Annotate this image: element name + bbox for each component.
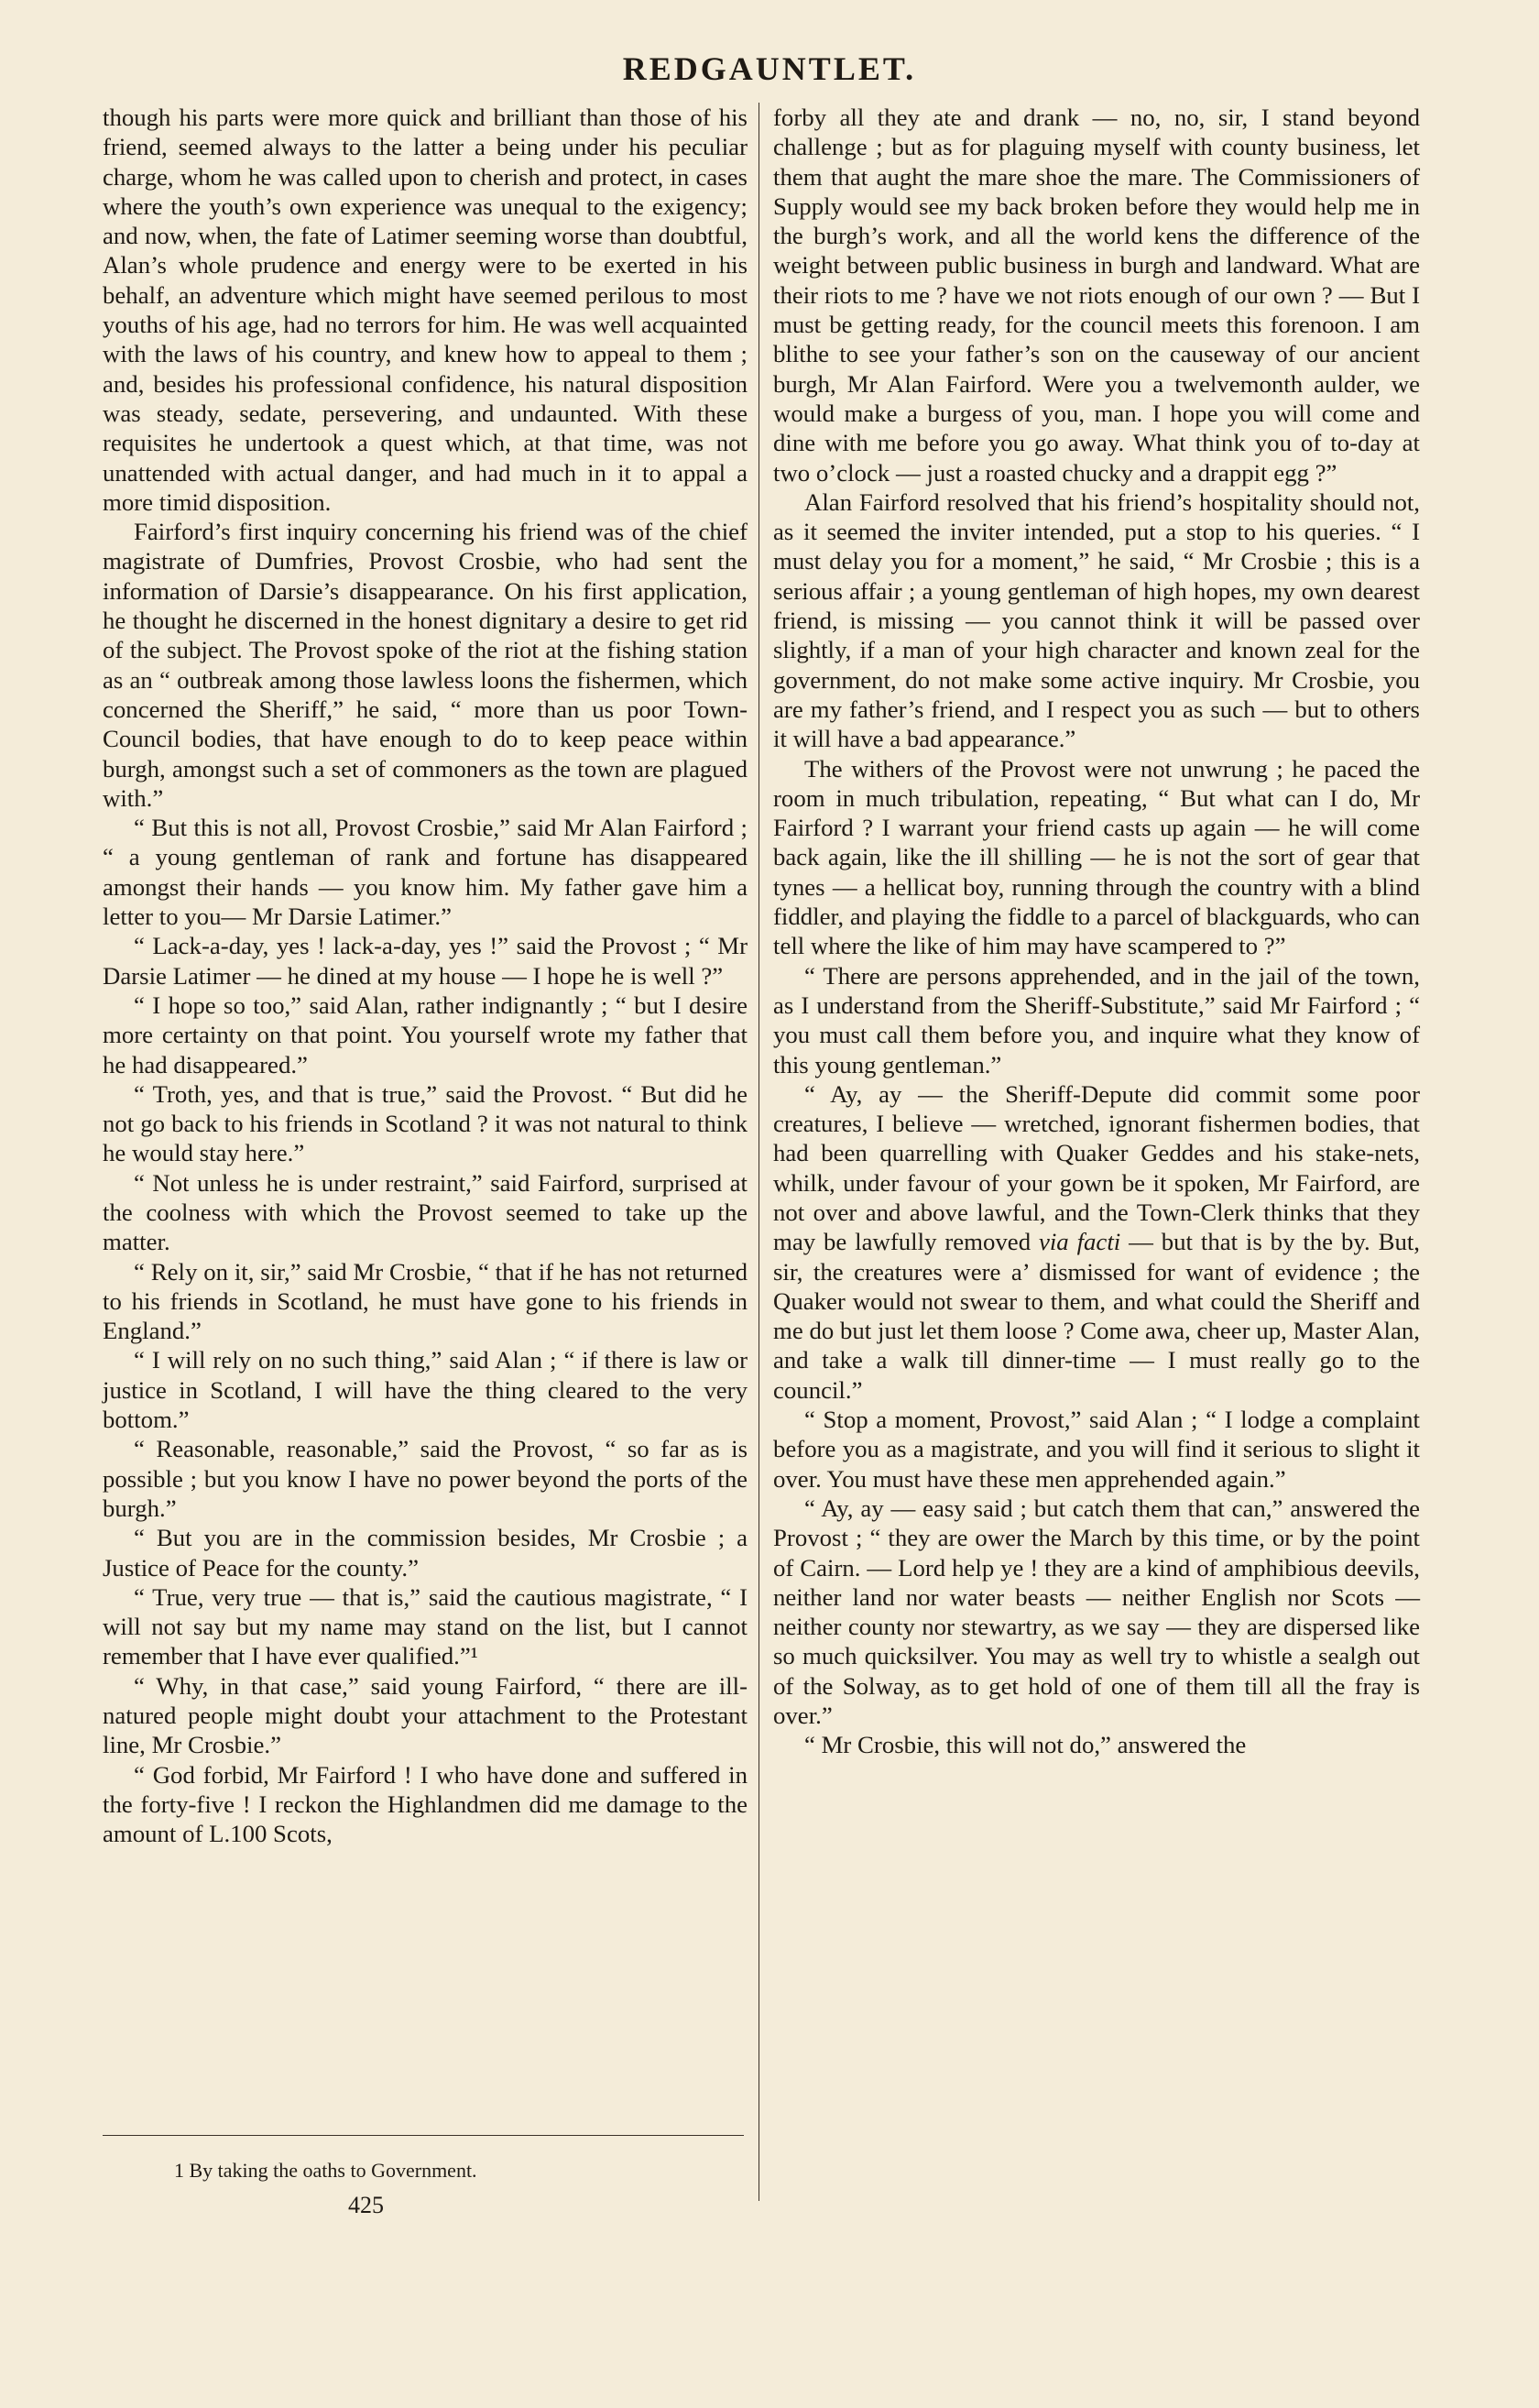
paragraph: “ True, very true — that is,” said the cautious magistrate, “ I will not say but my name may stand on the list, but I cannot remember that I have ever qualified.”¹ bbox=[103, 1582, 748, 1670]
page-number: 425 bbox=[348, 2192, 384, 2218]
italic-phrase: via facti bbox=[1038, 1228, 1121, 1256]
paragraph: “ Not unless he is under restraint,” said Fairford, surprised at the coolness with which the Provost seemed to take up the matter. bbox=[103, 1168, 748, 1256]
paragraph: Alan Fairford resolved that his friend’s hospitality should not, as it seemed the inviter intended, put a stop to his queries. “ I must delay you for a moment,” he said, “ Mr Crosbie ; this is a serious affair ; a young gentleman of high hopes, my own dearest friend, is missing — you cannot think it will be passed over slightly, if a man of your high character and known zeal for the government, do not make some active inquiry. Mr Crosbie, you are my father’s friend, and I respect you as such — but to others it will have a bad appearance.” bbox=[773, 487, 1420, 753]
paragraph bbox=[773, 1079, 1420, 1405]
paragraph: though his parts were more quick and brilliant than those of his friend, seemed always to the latter a being under his peculiar charge, whom he was called upon to cherish and protect, in cases where the youth’s own experience was unequal to the exigency; and now, when, the fate of Latimer seeming worse than doubtful, Alan’s whole prudence and energy were to be exerted in his behalf, an adventure which might have seemed perilous to most youths of his age, had no terrors for him. He was well acquainted with the laws of his country, and knew how to appeal to them ; and, besides his professional confidence, his natural disposition was steady, sedate, persevering, and undaunted. With these requisites he undertook a quest which, at that time, was not unattended with actual danger, and had much in it to appal a more timid disposition. bbox=[103, 104, 748, 516]
paragraph: “ Why, in that case,” said young Fairford, “ there are ill-natured people might doubt your attachment to the Protestant line, Mr Crosbie.” bbox=[103, 1671, 748, 1759]
paragraph: Fairford’s first inquiry concerning his friend was of the chief magistrate of Dumfries, Provost Crosbie, who had sent the information of Darsie’s disappearance. On his first application, he thought he discerned in the honest dignitary a desire to get rid of the subject. The Provost spoke of the riot at the fishing station as an “ outbreak among those lawless loons the fishermen, which concerned the Sheriff,” he said, “ more than us poor Town-Council bodies, that have enough to do to keep peace within burgh, amongst such a set of commoners as the town are plagued with.” bbox=[103, 518, 748, 812]
paragraph: “ Lack-a-day, yes ! lack-a-day, yes !” said the Provost ; “ Mr Darsie Latimer — he dined at my house — I hope he is well ?” bbox=[103, 932, 748, 990]
paragraph: “ But you are in the commission besides, Mr Crosbie ; a Justice of Peace for the county.” bbox=[103, 1524, 748, 1582]
paragraph: “ I hope so too,” said Alan, rather indignantly ; “ but I desire more certainty on that point. You yourself wrote my father that he had disappeared.” bbox=[103, 991, 748, 1078]
left-column bbox=[103, 103, 748, 1849]
paragraph: “ Ay, ay — easy said ; but catch them that can,” answered the Provost ; “ they are ower the March by this time, or by the point of Cairn. — Lord help ye ! they are a kind of amphibious deevils, neither land nor water beasts — neither English nor Scots — neither county nor stewartry, as we say — they are dispersed like so much quicksilver. You may as well try to whistle a sealgh out of the Solway, as to get hold of one of them till all the fray is over.” bbox=[773, 1494, 1420, 1730]
paragraph: The withers of the Provost were not unwrung ; he paced the room in much tribulation, repeating, “ But what can I do, Mr Fairford ? I warrant your friend casts up again — he will come back again, like the ill shilling — he is not the sort of gear that tynes — a hellicat boy, running through the country with a blind fiddler, and playing the fiddle to a parcel of blackguards, who can tell where the like of him may have scampered to ?” bbox=[773, 754, 1420, 960]
paragraph: “ Rely on it, sir,” said Mr Crosbie, “ that if he has not returned to his friends in Scotland, he must have gone to his friends in England.” bbox=[103, 1257, 748, 1345]
paragraph: “ Reasonable, reasonable,” said the Provost, “ so far as is possible ; but you know I have no power beyond the ports of the burgh.” bbox=[103, 1435, 748, 1522]
paragraph: “ Mr Crosbie, this will not do,” answered the bbox=[804, 1731, 1247, 1759]
footnote-rule bbox=[103, 2135, 744, 2136]
paragraph: “ There are persons apprehended, and in the jail of the town, as I understand from the Sheriff-Substitute,” said Mr Fairford ; “ you must call them before you, and inquire what they know of this young gentleman.” bbox=[773, 961, 1420, 1078]
paragraph: “ God forbid, Mr Fairford ! I who have done and suffered in the forty-five ! I reckon the Highlandmen did me damage to the amount of L.100 Scots, bbox=[103, 1760, 748, 1848]
running-head: REDGAUNTLET. bbox=[622, 50, 917, 87]
paragraph: forby all they ate and drank — no, no, sir, I stand beyond challenge ; but as for plaguing myself with county business, let them that aught the mare shoe the mare. The Commissioners of Supply would see my back broken before they would help me in the burgh’s work, and all the world kens the difference of the weight between public business in burgh and landward. What are their riots to me ? have we not riots enough of our own ? — But I must be getting ready, for the council meets this forenoon. I am blithe to see your father’s son on the causeway of our ancient burgh, Mr Alan Fairford. Were you a twelvemonth aulder, we would make a burgess of you, man. I hope you will come and dine with me before you go away. What think you of to-day at two o’clock — just a roasted chucky and a drappit egg ?” bbox=[773, 104, 1420, 487]
paragraph: “ I will rely on no such thing,” said Alan ; “ if there is law or justice in Scotland, I will have the thing cleared to the very bottom.” bbox=[103, 1346, 748, 1434]
paragraph: “ Troth, yes, and that is true,” said the Provost. “ But did he not go back to his friends in Scotland ? it was not natural to think he would stay here.” bbox=[103, 1079, 748, 1167]
paragraph: “ But this is not all, Provost Crosbie,” said Mr Alan Fairford ; “ a young gentleman of rank and fortune has disappeared amongst their hands — you know him. My father gave him a letter to you— Mr Darsie Latimer.” bbox=[103, 814, 748, 931]
text-run: — but that is by the by. But, sir, the creatures were a’ dismissed for want of evidence ; the Quaker would not swear to them, and what could the Sheriff and me do but just let them loose ? Come awa, cheer up, Master Alan, and take a walk till dinner-time — I must really go to the council.” bbox=[773, 1228, 1420, 1404]
paragraph: “ Stop a moment, Provost,” said Alan ; “ I lodge a complaint before you as a magistrate, and you will find it serious to slight it over. You must have these men apprehended again.” bbox=[773, 1406, 1420, 1493]
right-column bbox=[773, 103, 1420, 1760]
text-run: “ Ay, ay — the Sheriff-Depute did commit some poor creatures, I believe — wretched, ignorant fishermen bodies, that had been quarrelling with Quaker Geddes and his stake-nets, whilk, under favour of your gown be it spoken, Mr Fairford, are not over and above lawful, and the Town-Clerk thinks that they may be lawfully removed bbox=[773, 1079, 1420, 1256]
footnote: 1 By taking the oaths to Government. bbox=[174, 2159, 477, 2182]
